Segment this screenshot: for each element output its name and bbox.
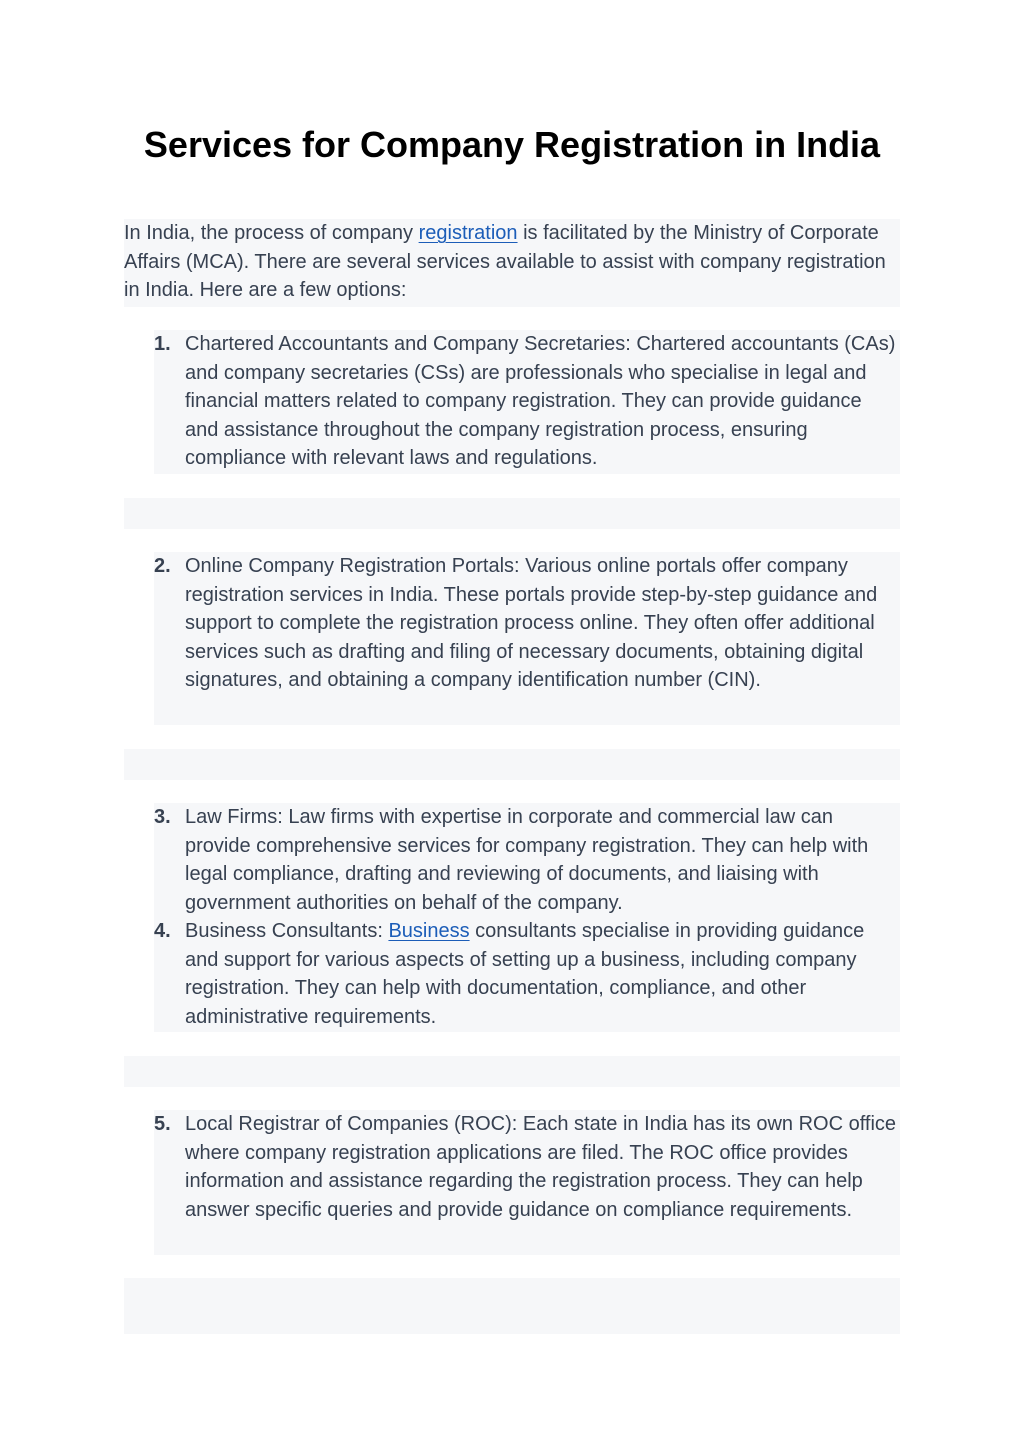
list-item-text: Local Registrar of Companies (ROC): Each state in India has its own ROC office where company registration applications are filed. The ROC office provides information and assistance regarding the registration process. They can help answer specific queries and provide guidance on compliance requirements. [185, 1113, 897, 1221]
list-number: 2. [154, 555, 171, 577]
list-block-3 [154, 803, 900, 1032]
page-title: Services for Company Registration in India [143, 124, 881, 165]
list-block-1 [154, 330, 900, 474]
intro-text-before: In India, the process of company [124, 222, 419, 244]
list-item [154, 552, 900, 695]
intro-text-after: is facilitated by the Ministry of Corporate Affairs (MCA). There are several services available to assist with company registration in India. Here are a few options: [124, 222, 886, 301]
spacer-block [124, 1056, 900, 1087]
intro-paragraph [124, 219, 900, 307]
business-link[interactable]: Business [388, 920, 470, 942]
list-number: 5. [154, 1113, 171, 1135]
list-item-text: Chartered Accountants and Company Secretaries: Chartered accountants (CAs) and company secretaries (CSs) are professionals who specialise in legal and financial matters related to company registration. They can provide guidance and assistance throughout the company registration process, ensuring compliance with relevant laws and regulations. [185, 333, 896, 469]
list-item [154, 1110, 900, 1224]
list-number: 1. [154, 333, 171, 355]
list-number: 4. [154, 920, 171, 942]
list-item [154, 803, 900, 917]
registration-link[interactable]: registration [418, 222, 518, 244]
spacer-block [124, 1278, 900, 1334]
spacer-block [124, 498, 900, 529]
list-item-text: Online Company Registration Portals: Various online portals offer company registration services in India. These portals provide step-by-step guidance and support to complete the registration process online. They often offer additional services such as drafting and filing of necessary documents, obtaining digital signatures, and obtaining a company identification number (CIN). [185, 555, 878, 691]
list-number: 3. [154, 806, 171, 828]
list-block-2 [154, 552, 900, 725]
list-item-text: Law Firms: Law firms with expertise in corporate and commercial law can provide comprehensive services for company registration. They can help with legal compliance, drafting and reviewing of documents, and liaising with government authorities on behalf of the company. [185, 806, 869, 914]
list-item [154, 917, 900, 1031]
list-item-text-after: consultants specialise in providing guidance and support for various aspects of setting up a business, including company registration. They can help with documentation, compliance, and other administrative requirements. [185, 920, 865, 1028]
list-item-text-before: Business Consultants: [185, 920, 389, 942]
spacer-block [124, 749, 900, 780]
intro-text [124, 219, 900, 305]
list-item [154, 330, 900, 473]
list-block-4 [154, 1110, 900, 1255]
